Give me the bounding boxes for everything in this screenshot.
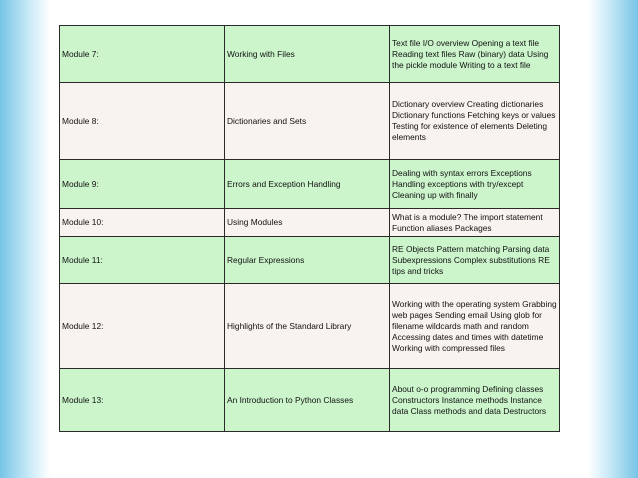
module-topic-cell: Using Modules — [225, 209, 390, 237]
table-row — [60, 83, 560, 160]
course-modules-table — [59, 25, 560, 432]
module-details-cell: What is a module? The import statement Function aliases Packages — [390, 209, 560, 237]
table-row — [60, 26, 560, 83]
module-number-cell: Module 13: — [60, 369, 225, 432]
module-topic-cell: Working with Files — [225, 26, 390, 83]
module-number-cell: Module 11: — [60, 237, 225, 284]
module-number-cell: Module 9: — [60, 160, 225, 209]
module-topic-cell: Errors and Exception Handling — [225, 160, 390, 209]
module-topic-cell: An Introduction to Python Classes — [225, 369, 390, 432]
table-row — [60, 209, 560, 237]
module-number-cell: Module 8: — [60, 83, 225, 160]
table-row — [60, 160, 560, 209]
module-topic-cell: Dictionaries and Sets — [225, 83, 390, 160]
module-details-cell: About o-o programming Defining classes Constructors Instance methods Instance data Class methods and data Destructors — [390, 369, 560, 432]
module-details-cell: Dictionary overview Creating dictionaries Dictionary functions Fetching keys or values Testing for existence of elements Deleting elements — [390, 83, 560, 160]
module-details-cell: RE Objects Pattern matching Parsing data Subexpressions Complex substitutions RE tips and tricks — [390, 237, 560, 284]
module-details-cell: Working with the operating system Grabbing web pages Sending email Using glob for filename wildcards math and random Accessing dates and times with datetime Working with compressed files — [390, 284, 560, 369]
module-details-cell: Text file I/O overview Opening a text file Reading text files Raw (binary) data Using the pickle module Writing to a text file — [390, 26, 560, 83]
table-row — [60, 369, 560, 432]
module-number-cell: Module 7: — [60, 26, 225, 83]
module-topic-cell: Regular Expressions — [225, 237, 390, 284]
table-row — [60, 284, 560, 369]
module-details-cell: Dealing with syntax errors Exceptions Handling exceptions with try/except Cleaning up with finally — [390, 160, 560, 209]
module-number-cell: Module 12: — [60, 284, 225, 369]
module-number-cell: Module 10: — [60, 209, 225, 237]
table-row — [60, 237, 560, 284]
module-topic-cell: Highlights of the Standard Library — [225, 284, 390, 369]
